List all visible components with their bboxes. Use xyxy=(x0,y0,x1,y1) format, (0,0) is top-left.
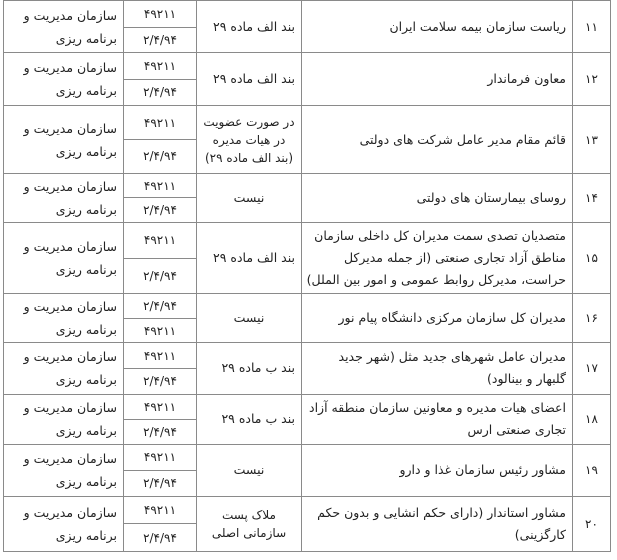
legal-basis-cell xyxy=(197,173,302,222)
position-title-cell xyxy=(302,343,573,394)
legal-basis-line: در صورت عضویت xyxy=(203,114,295,129)
position-title-cell xyxy=(302,1,573,53)
issuing-authority-line: سازمان مدیریت و xyxy=(23,7,117,23)
legal-basis-line: در هیات مدیره xyxy=(212,132,286,147)
legal-basis-cell xyxy=(197,294,302,343)
issuing-authority-cell xyxy=(4,343,124,394)
legal-basis-line: بند ب ماده ۲۹ xyxy=(221,360,295,376)
legal-basis-line: (بند الف ماده ۲۹) xyxy=(204,150,294,165)
issuing-authority-line: سازمان مدیریت و xyxy=(23,239,117,255)
issuing-authority-cell xyxy=(4,222,124,294)
position-title-cell xyxy=(302,294,573,343)
issuing-authority-cell xyxy=(4,173,124,222)
position-title-line: قائم مقام مدیر عامل شرکت های دولتی xyxy=(359,131,566,147)
position-title-line: اعضای هیات مدیره و معاونین سازمان منطقه آزاد xyxy=(309,400,566,416)
position-title-line: حراست، مدیرکل روابط عمومی و امور بین الملل) xyxy=(306,272,566,288)
letter-date-cell: ۲/۴/۹۴ xyxy=(124,198,197,223)
position-title-line: مشاور استاندار (دارای حکم انشایی و بدون حکم xyxy=(317,504,566,520)
issuing-authority-line: برنامه ریزی xyxy=(55,372,117,388)
row-number: ۱۸ xyxy=(573,394,611,444)
position-title-line: متصدیان تصدی سمت مدیران کل داخلی سازمان xyxy=(314,228,566,244)
table-row xyxy=(4,394,611,420)
issuing-authority-line: برنامه ریزی xyxy=(55,143,117,159)
legal-basis-line: نیست xyxy=(233,310,265,326)
issuing-authority-line: سازمان مدیریت و xyxy=(23,299,117,315)
issuing-authority-line: سازمان مدیریت و xyxy=(23,504,117,520)
table-row xyxy=(4,53,611,80)
letter-date-cell: ۲/۴/۹۴ xyxy=(124,140,197,174)
table-row xyxy=(4,496,611,524)
row-number: ۱۳ xyxy=(573,106,611,173)
table-row xyxy=(4,444,611,471)
position-title-line: معاون فرماندار xyxy=(487,71,566,87)
position-title-line: روسای بیمارستان های دولتی xyxy=(416,189,566,205)
position-title-line: مشاور رئیس سازمان غذا و دارو xyxy=(399,462,566,478)
issuing-authority-line: برنامه ریزی xyxy=(55,423,117,439)
issuing-authority-cell xyxy=(4,444,124,496)
position-title-cell xyxy=(302,496,573,551)
letter-number-cell: ۲/۴/۹۴ xyxy=(124,294,197,319)
legal-basis-cell xyxy=(197,53,302,106)
issuing-authority-cell xyxy=(4,394,124,444)
letter-date-cell: ۲/۴/۹۴ xyxy=(124,27,197,53)
table-row xyxy=(4,222,611,258)
table-row xyxy=(4,343,611,369)
legal-basis-line: بند الف ماده ۲۹ xyxy=(212,250,295,266)
legal-basis-cell xyxy=(197,106,302,173)
letter-number-cell: ۴۹۲۱۱ xyxy=(124,173,197,198)
legal-basis-cell xyxy=(197,343,302,394)
legal-basis-line: بند ب ماده ۲۹ xyxy=(221,411,295,427)
issuing-authority-cell xyxy=(4,294,124,343)
row-number: ۱۷ xyxy=(573,343,611,394)
table-row xyxy=(4,173,611,198)
issuing-authority-line: سازمان مدیریت و xyxy=(23,400,117,416)
issuing-authority-line: برنامه ریزی xyxy=(55,83,117,99)
legal-basis-line: ملاک پست xyxy=(222,507,276,522)
legal-basis-cell xyxy=(197,1,302,53)
row-number: ۱۹ xyxy=(573,444,611,496)
issuing-authority-line: برنامه ریزی xyxy=(55,527,117,543)
row-number: ۱۲ xyxy=(573,53,611,106)
position-title-cell xyxy=(302,53,573,106)
issuing-authority-line: برنامه ریزی xyxy=(55,201,117,217)
issuing-authority-line: سازمان مدیریت و xyxy=(23,349,117,365)
regulation-table xyxy=(3,0,611,552)
row-number: ۱۱ xyxy=(573,1,611,53)
position-title-cell xyxy=(302,222,573,294)
legal-basis-line: نیست xyxy=(233,462,265,478)
letter-number-cell: ۴۹۲۱۱ xyxy=(124,496,197,524)
letter-date-cell: ۲/۴/۹۴ xyxy=(124,420,197,445)
legal-basis-line: بند الف ماده ۲۹ xyxy=(212,18,295,34)
legal-basis-cell xyxy=(197,222,302,294)
table-row xyxy=(4,106,611,140)
position-title-line: مدیران عامل شهرهای جدید مثل (شهر جدید xyxy=(338,349,566,365)
legal-basis-cell xyxy=(197,394,302,444)
position-title-line: گلبهار و بینالود) xyxy=(487,371,566,387)
letter-number-cell: ۴۹۲۱۱ xyxy=(124,444,197,471)
legal-basis-line: نیست xyxy=(233,189,265,205)
letter-date-cell: ۲/۴/۹۴ xyxy=(124,471,197,497)
issuing-authority-line: برنامه ریزی xyxy=(55,262,117,278)
issuing-authority-line: برنامه ریزی xyxy=(55,30,117,46)
table-body xyxy=(4,1,611,552)
position-title-line: مناطق آزاد تجاری صنعتی (از جمله مدیرکل xyxy=(343,250,566,266)
issuing-authority-line: سازمان مدیریت و xyxy=(23,60,117,76)
issuing-authority-line: سازمان مدیریت و xyxy=(23,178,117,194)
issuing-authority-line: برنامه ریزی xyxy=(55,322,117,338)
position-title-cell xyxy=(302,106,573,173)
issuing-authority-cell xyxy=(4,1,124,53)
letter-date-cell: ۴۹۲۱۱ xyxy=(124,318,197,343)
row-number: ۱۶ xyxy=(573,294,611,343)
letter-number-cell: ۴۹۲۱۱ xyxy=(124,343,197,369)
issuing-authority-cell xyxy=(4,106,124,173)
issuing-authority-line: برنامه ریزی xyxy=(55,474,117,490)
issuing-authority-line: سازمان مدیریت و xyxy=(23,120,117,136)
legal-basis-cell xyxy=(197,444,302,496)
letter-date-cell: ۲/۴/۹۴ xyxy=(124,79,197,106)
issuing-authority-line: سازمان مدیریت و xyxy=(23,451,117,467)
position-title-line: تجاری صنعتی ارس xyxy=(467,422,566,438)
letter-number-cell: ۴۹۲۱۱ xyxy=(124,222,197,258)
row-number: ۲۰ xyxy=(573,496,611,551)
letter-number-cell: ۴۹۲۱۱ xyxy=(124,1,197,28)
letter-number-cell: ۴۹۲۱۱ xyxy=(124,53,197,80)
position-title-line: کارگزینی) xyxy=(514,526,566,542)
table-row xyxy=(4,1,611,28)
position-title-line: ریاست سازمان بیمه سلامت ایران xyxy=(389,18,566,34)
letter-date-cell: ۲/۴/۹۴ xyxy=(124,258,197,294)
letter-number-cell: ۴۹۲۱۱ xyxy=(124,106,197,140)
position-title-cell xyxy=(302,394,573,444)
issuing-authority-cell xyxy=(4,53,124,106)
table-row xyxy=(4,294,611,319)
position-title-line: مدیران کل سازمان مرکزی دانشگاه پیام نور xyxy=(338,310,566,326)
position-title-cell xyxy=(302,173,573,222)
letter-date-cell: ۲/۴/۹۴ xyxy=(124,524,197,552)
issuing-authority-cell xyxy=(4,496,124,551)
legal-basis-line: سازمانی اصلی xyxy=(211,525,287,540)
row-number: ۱۵ xyxy=(573,222,611,294)
position-title-cell xyxy=(302,444,573,496)
letter-number-cell: ۴۹۲۱۱ xyxy=(124,394,197,420)
row-number: ۱۴ xyxy=(573,173,611,222)
legal-basis-cell xyxy=(197,496,302,551)
legal-basis-line: بند الف ماده ۲۹ xyxy=(212,71,295,87)
letter-date-cell: ۲/۴/۹۴ xyxy=(124,368,197,394)
